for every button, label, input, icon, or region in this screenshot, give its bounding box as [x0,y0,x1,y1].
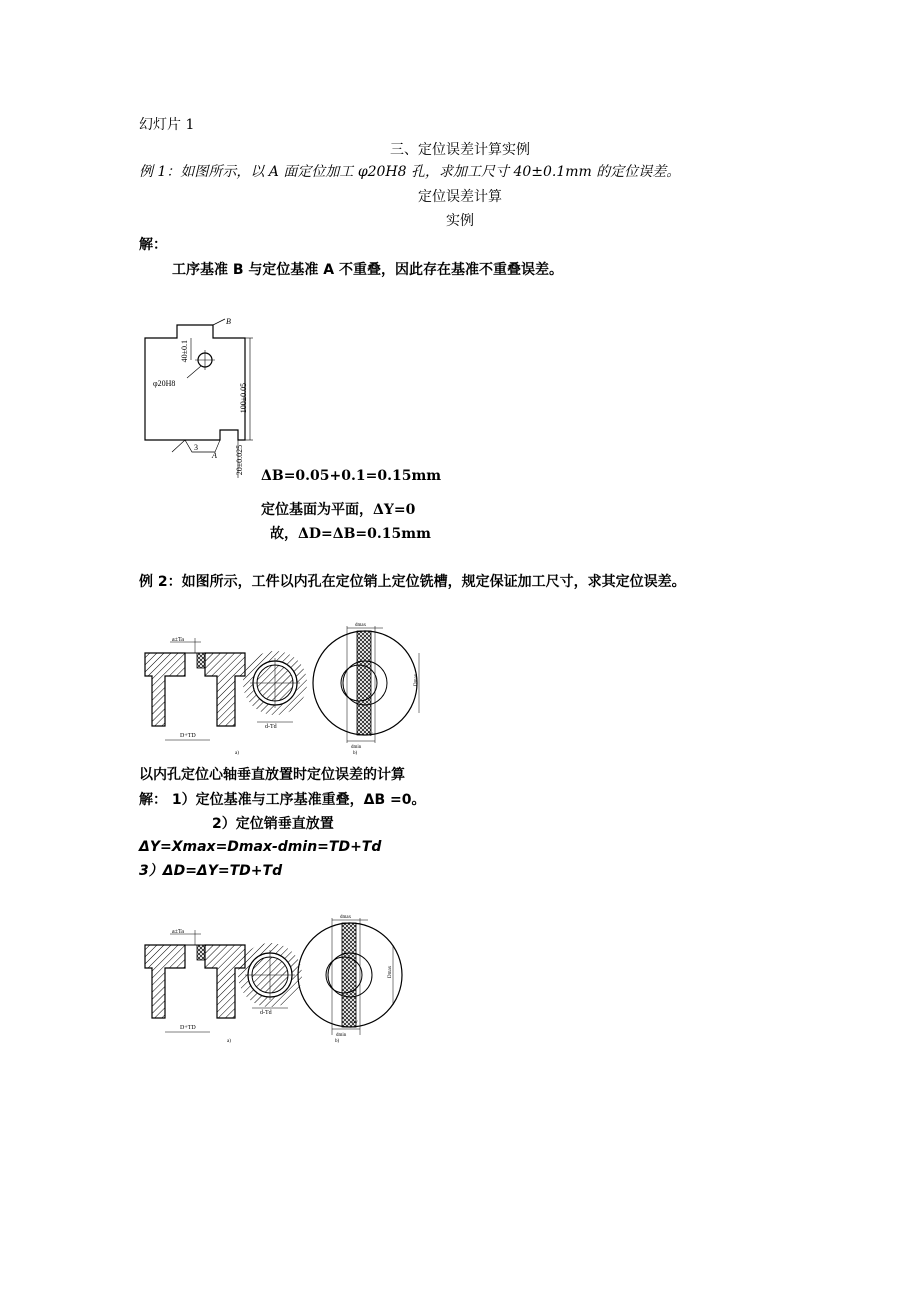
dim-20-label: 20±0.025 [235,444,244,476]
example1-subtitle-line1: 定位误差计算 [418,189,502,205]
dim-a-label: a±Ta [172,637,184,643]
dim-d-label: d-Td [260,1010,272,1016]
example1-figure [135,310,275,485]
example2-step2: 2）定位销垂直放置 [212,816,334,832]
result-delta-b: ΔB=0.05+0.1=0.15mm [261,468,442,484]
dim-100-label: 100±0.05 [239,382,248,414]
sub-a-label: a) [235,751,239,756]
sub-b-label: b) [353,751,358,756]
result-delta-d: 故，ΔD=ΔB=0.15mm [270,526,431,542]
pin-in-hole-2 [238,943,302,1016]
page-heading: 三、定位误差计算实例 [390,142,530,158]
pin-in-hole-1 [243,651,307,730]
result-delta-y: 定位基面为平面，ΔY=0 [261,502,416,518]
dim-dy-label: Δy [367,732,373,737]
dim-D-label: D+TD [180,733,196,739]
dim-a-label: a±Ta [172,929,184,935]
bushing-section-2 [145,929,245,1044]
example2-formula1: ΔY=Xmax=Dmax-dmin=TD+Td [139,839,382,855]
dim-dmax-label: dmax [340,915,352,920]
example2-figure-1 [135,618,425,758]
example1-statement: 工序基准 B 与定位基准 A 不重叠，因此存在基准不重叠误差。 [172,262,564,278]
bushing-section-1 [145,637,245,756]
datum-a-label: A [212,451,217,460]
dim-D-label: D+TD [180,1025,196,1031]
roughness-label: 3 [194,443,198,452]
dim-d-label: d-Td [265,724,277,730]
dim-dy-label: Δy [352,1020,358,1025]
example1-prompt: 例 1：如图所示，以 A 面定位加工 φ20H8 孔，求加工尺寸 40±0.1mm 的定位误差。 [139,164,681,180]
sub-a-label: a) [227,1039,231,1044]
clearance-diagram-2 [298,915,402,1044]
dim-40-label: 40±0.1 [180,340,189,363]
example2-caption: 以内孔定位心轴垂直放置时定位误差的计算 [139,767,405,783]
example2-step1: 解： 1）定位基准与工序基准重叠，ΔB =0。 [139,792,426,808]
slide-label: 幻灯片 1 [139,117,195,133]
clearance-diagram-1 [313,623,419,756]
example1-solution-label: 解： [139,237,167,253]
example2-prompt: 例 2：如图所示，工件以内孔在定位销上定位铣槽，规定保证加工尺寸，求其定位误差。 [139,574,686,590]
dim-hole-label: φ20H8 [153,379,176,388]
dim-dmax-label: dmax [355,623,367,628]
example2-formula2: 3）ΔD=ΔY=TD+Td [139,863,283,879]
example2-figure-2 [135,910,425,1050]
datum-b-label: B [226,317,231,326]
sub-b-label: b) [335,1039,340,1044]
dim-Dmax-label: Dmax [388,965,393,978]
dim-dmin-label: dmin [336,1033,347,1038]
example1-subtitle-line2: 实例 [446,213,474,229]
dim-dmin-label: dmin [351,745,362,750]
dim-Dmax-label: Dmax [414,673,419,686]
